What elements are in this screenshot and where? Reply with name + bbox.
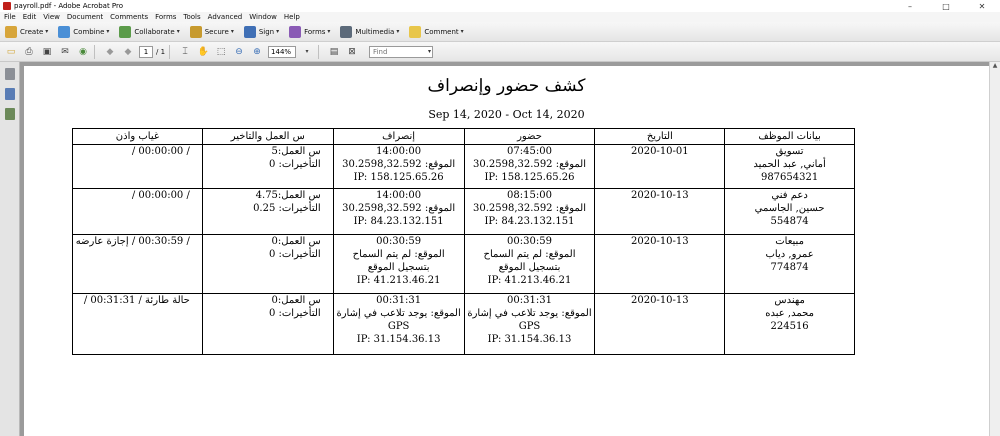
combine-button[interactable] <box>53 24 114 40</box>
marquee-zoom-icon[interactable]: ⬚ <box>216 46 226 57</box>
sign-label: Sign <box>258 27 275 36</box>
table-row <box>73 294 855 355</box>
work-hours-cell <box>202 294 333 355</box>
work-hours-cell <box>202 145 333 189</box>
find-placeholder: Find <box>373 47 388 56</box>
check-out-ip: IP: 158.125.65.26 <box>353 172 444 183</box>
zoom-level-input[interactable]: 144% <box>268 46 296 58</box>
check-in-cell <box>464 294 595 355</box>
pages-icon[interactable] <box>5 68 15 80</box>
delay-hours: التأخيرات: 0 <box>268 249 321 260</box>
zoom-in-icon[interactable]: ⊕ <box>253 46 261 57</box>
multimedia-label: Multimedia <box>355 27 395 36</box>
pen-icon <box>244 26 256 38</box>
check-out-time: 14:00:00 <box>376 146 422 157</box>
signatures-icon[interactable] <box>5 108 15 120</box>
work-hours: س العمل:4.75 <box>255 190 321 201</box>
chevron-down-icon: ▾ <box>396 28 400 35</box>
zoom-out-icon[interactable]: ⊖ <box>235 46 243 57</box>
secure-button[interactable] <box>185 24 239 40</box>
employee-cell <box>725 145 855 189</box>
absence-cell: / 00:00:00 / <box>73 189 203 235</box>
chevron-down-icon: ▾ <box>460 28 464 35</box>
forms-icon <box>289 26 301 38</box>
menu-window[interactable]: Window <box>249 13 277 21</box>
check-in-location: الموقع: 30.2598,32.592 <box>473 159 586 170</box>
absence-cell: / 00:30:59 / إجازة عارضه <box>73 235 203 294</box>
check-in-ip: IP: 158.125.65.26 <box>484 172 575 183</box>
check-in-time: 00:30:59 <box>507 236 552 247</box>
window-title: payroll.pdf - Adobe Acrobat Pro <box>14 2 124 10</box>
forms-label: Forms <box>304 27 326 36</box>
header-absence: غياب واذن <box>73 129 203 145</box>
document-area <box>20 62 1000 436</box>
employee-name: أماني, عبد الحميد <box>753 159 826 170</box>
print-icon[interactable]: ⎙ <box>25 46 33 57</box>
acrobat-app-icon <box>3 2 11 10</box>
delay-hours: التأخيرات: 0 <box>268 159 321 170</box>
table-row <box>73 235 855 294</box>
menu-comments[interactable]: Comments <box>110 13 149 21</box>
table-row <box>73 145 855 189</box>
check-in-location: الموقع: 30.2598,32.592 <box>473 203 586 214</box>
create-label: Create <box>20 27 44 36</box>
tasks-toolbar <box>0 22 1000 42</box>
toolbar-divider <box>169 45 170 59</box>
select-tool-icon[interactable]: ⌶ <box>182 46 188 57</box>
employee-cell <box>725 294 855 355</box>
table-header-row <box>73 129 855 145</box>
date-cell: 2020-10-13 <box>595 235 725 294</box>
attendance-table <box>72 128 855 355</box>
close-button[interactable]: ✕ <box>978 1 986 11</box>
page-total: / 1 <box>156 47 166 56</box>
navigation-toolbar <box>0 42 1000 62</box>
chevron-down-icon: ▾ <box>45 28 49 35</box>
employee-cell <box>725 235 855 294</box>
sign-button[interactable] <box>239 24 284 40</box>
previous-page-icon[interactable]: ◆ <box>106 46 114 57</box>
collaborate-button[interactable] <box>114 24 184 40</box>
chevron-down-icon: ▾ <box>230 28 234 35</box>
menu-document[interactable]: Document <box>66 13 104 21</box>
maximize-button[interactable]: □ <box>942 1 950 11</box>
check-in-ip: IP: 41.213.46.21 <box>487 275 572 286</box>
page-number-input[interactable]: 1 <box>139 46 153 58</box>
employee-dept: دعم فني <box>771 190 808 201</box>
check-out-ip: IP: 31.154.36.13 <box>356 334 441 345</box>
employee-name: حسين, الجاسمي <box>754 203 825 214</box>
report-date-range: Sep 14, 2020 - Oct 14, 2020 <box>428 108 585 121</box>
delay-hours: التأخيرات: 0 <box>268 308 321 319</box>
check-in-time: 07:45:00 <box>507 146 552 157</box>
comment-label: Comment <box>424 27 459 36</box>
combine-label: Combine <box>73 27 105 36</box>
check-out-location: الموقع: يوجد تلاعب في إشارة GPS <box>336 308 461 332</box>
open-folder-icon[interactable]: ▭ <box>6 46 16 57</box>
employee-id: 774874 <box>770 262 809 273</box>
check-out-location: الموقع: 30.2598,32.592 <box>342 203 456 214</box>
collaborate-icon <box>119 26 131 38</box>
header-check-out: إنصراف <box>333 129 464 145</box>
multimedia-button[interactable] <box>335 24 404 40</box>
employee-id: 224516 <box>770 321 809 332</box>
employee-id: 554874 <box>770 216 809 227</box>
delay-hours: التأخيرات: 0.25 <box>253 203 321 214</box>
check-in-time: 00:31:31 <box>507 295 552 306</box>
employee-id: 987654321 <box>760 172 819 183</box>
chevron-down-icon: ▾ <box>276 28 280 35</box>
check-in-ip: IP: 84.23.132.151 <box>484 216 575 227</box>
date-cell: 2020-10-01 <box>595 145 725 189</box>
check-in-cell <box>464 145 595 189</box>
check-in-cell <box>464 189 595 235</box>
absence-cell: / 00:00:00 / <box>73 145 203 189</box>
check-out-cell <box>333 235 464 294</box>
check-out-ip: IP: 84.23.132.151 <box>353 216 444 227</box>
check-out-location: الموقع: لم يتم السماح بتسجيل الموقع <box>352 249 445 273</box>
chevron-down-icon[interactable]: ▾ <box>428 47 432 55</box>
comment-button[interactable] <box>404 24 468 40</box>
menu-file[interactable]: File <box>4 13 16 21</box>
absence-cell: حالة طارئة / 00:31:31 / <box>73 294 203 355</box>
chevron-down-icon: ▾ <box>106 28 110 35</box>
pdf-page <box>24 66 989 436</box>
bookmarks-icon[interactable] <box>5 88 15 100</box>
header-check-in: حضور <box>464 129 595 145</box>
hand-tool-icon[interactable]: ✋ <box>197 46 209 57</box>
find-input[interactable] <box>369 46 433 58</box>
check-out-cell <box>333 189 464 235</box>
create-button[interactable] <box>0 24 53 40</box>
toolbar-divider <box>94 45 95 59</box>
lock-icon <box>190 26 202 38</box>
check-in-time: 08:15:00 <box>507 190 552 201</box>
work-hours-cell <box>202 235 333 294</box>
toolbar-divider <box>318 45 319 59</box>
vertical-scrollbar[interactable] <box>989 62 1000 436</box>
scroll-up-icon[interactable]: ▲ <box>992 62 998 69</box>
forms-button[interactable] <box>284 24 335 40</box>
chevron-down-icon[interactable]: ▾ <box>305 48 309 55</box>
employee-name: محمد, عبده <box>765 308 814 319</box>
check-out-location: الموقع: 30.2598,32.592 <box>342 159 456 170</box>
next-page-icon[interactable]: ◆ <box>124 46 132 57</box>
chevron-down-icon: ▾ <box>176 28 180 35</box>
collaborate-label: Collaborate <box>134 27 175 36</box>
check-in-location: الموقع: يوجد تلاعب في إشارة GPS <box>467 308 592 332</box>
check-in-location: الموقع: لم يتم السماح بتسجيل الموقع <box>483 249 576 273</box>
menu-forms[interactable]: Forms <box>155 13 177 21</box>
menu-edit[interactable]: Edit <box>22 13 37 21</box>
fit-width-icon[interactable]: ⊠ <box>348 46 356 57</box>
comment-icon <box>409 26 421 38</box>
table-row <box>73 189 855 235</box>
employee-dept: مهندس <box>774 295 805 306</box>
title-bar <box>0 0 1000 12</box>
employee-cell <box>725 189 855 235</box>
minimize-button[interactable]: – <box>908 1 912 11</box>
header-work-hours: س العمل والتاخير <box>202 129 333 145</box>
work-hours: س العمل:0 <box>271 236 321 247</box>
film-icon <box>340 26 352 38</box>
check-out-cell <box>333 145 464 189</box>
report-title: كشف حضور وإنصراف <box>427 76 586 96</box>
save-icon[interactable]: ▣ <box>42 46 52 57</box>
work-hours-cell <box>202 189 333 235</box>
work-hours: س العمل:0 <box>271 295 321 306</box>
secure-label: Secure <box>204 27 229 36</box>
share-icon[interactable]: ◉ <box>79 46 87 57</box>
check-out-time: 00:31:31 <box>376 295 422 306</box>
chevron-down-icon: ▾ <box>327 28 331 35</box>
check-in-cell <box>464 235 595 294</box>
menu-help[interactable]: Help <box>283 13 300 21</box>
check-out-time: 00:30:59 <box>376 236 422 247</box>
check-out-time: 14:00:00 <box>376 190 422 201</box>
header-date: التاريخ <box>595 129 725 145</box>
employee-dept: مبيعات <box>775 236 804 247</box>
combine-icon <box>58 26 70 38</box>
check-out-cell <box>333 294 464 355</box>
menu-advanced[interactable]: Advanced <box>207 13 243 21</box>
menu-view[interactable]: View <box>43 13 60 21</box>
work-hours: س العمل:5 <box>271 146 321 157</box>
create-icon <box>5 26 17 38</box>
header-employee: بيانات الموظف <box>725 129 855 145</box>
date-cell: 2020-10-13 <box>595 294 725 355</box>
email-icon[interactable]: ✉ <box>61 46 69 57</box>
menu-tools[interactable]: Tools <box>183 13 201 21</box>
check-in-ip: IP: 31.154.36.13 <box>487 334 572 345</box>
fit-page-icon[interactable]: ▤ <box>329 46 339 57</box>
menu-bar <box>0 12 1000 22</box>
check-out-ip: IP: 41.213.46.21 <box>356 275 441 286</box>
employee-name: عمرو, دياب <box>765 249 814 260</box>
date-cell: 2020-10-13 <box>595 189 725 235</box>
employee-dept: تسويق <box>775 146 804 157</box>
window-controls <box>892 2 1000 11</box>
navigation-panel <box>0 62 20 436</box>
